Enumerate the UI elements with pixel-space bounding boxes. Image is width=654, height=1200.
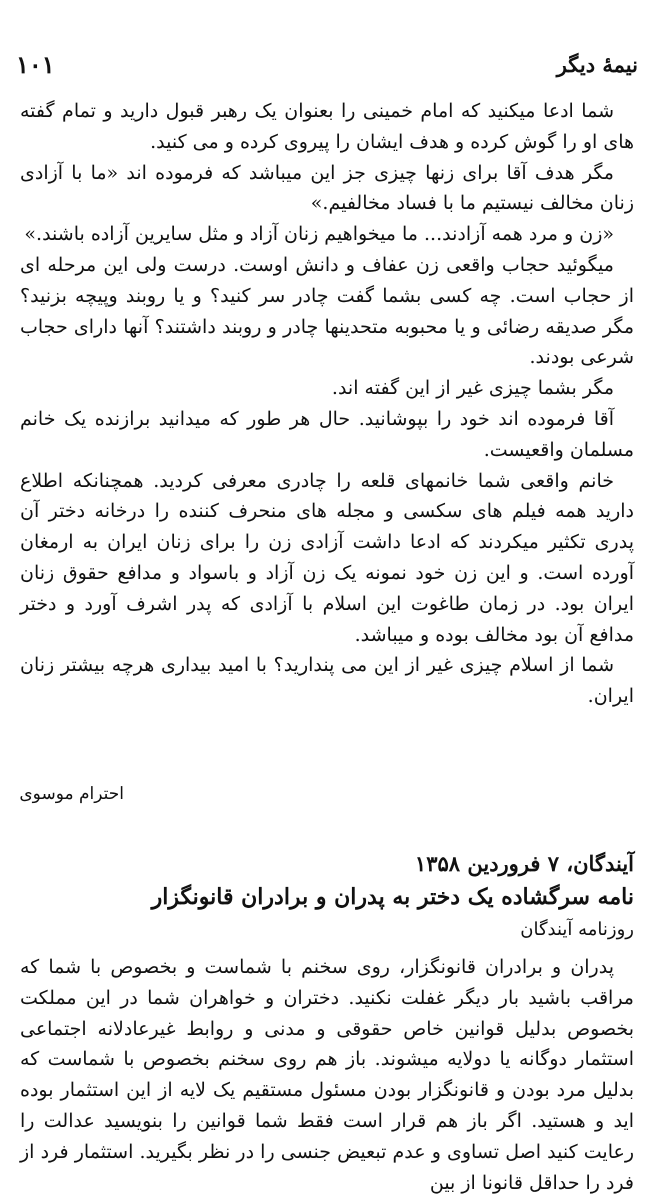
article-subtitle: روزنامه آیندگان — [520, 919, 634, 940]
letter-quote: «زن و مرد همه آزادند... ما میخواهیم زنان آزاد و مثل سایرین آزاده باشند.» — [24, 223, 614, 246]
article-paragraph: پدران و برادران قانونگزار، روی سخنم با شماست و بخصوص با شما که مراقب باشید بار دیگر غفلت نکنید. دختران و خواهران شما در این مملکت بخصوص بدلیل قوانین خاص حقوقی و مدنی و روابط غیرعادلانه اجتماعی استثمار دوگانه یا دولایه میشوند. باز هم روی سخنم بخصوص با شماست که بدلیل مرد بودن و قانونگزار بودن مسئول مستقیم یک لایه از این استثمار بوده اید و هستید. اگر باز هم قرار است فقط شما قوانین را بنویسید عدالت را رعایت کنید اصل تساوی و عدم تبعیض جنسی را در نظر بگیرید. استثمار فرد از فرد را حداقل قانونا از بین — [20, 956, 634, 1194]
letter-paragraph: آقا فرموده اند خود را بپوشانید. حال هر طور که میدانید برازنده یک خانم مسلمان واقعیست. — [20, 407, 634, 461]
letter-paragraph: مگر بشما چیزی غیر از این گفته اند. — [331, 377, 614, 400]
letter-body — [20, 96, 634, 712]
article-body — [20, 952, 634, 1198]
letter-paragraph: خانم واقعی شما خانمهای قلعه را چادری معرفی کردید. همچنانکه اطلاع دارید همه فیلم های سکسی و مجله های منحرف کننده را درخانه دختر آن پدری تکثیر میکردند که ادعا داشت آزادی زن را برای زنان ایران به ارمغان آورده است. و این زن خود نمونه یک زن آزاد و باسواد و مدافع حقوق زنان ایران بود. در زمان طاغوت این اسلام با آزادی که پدر اشرف آورد و دختر مدافع آن بود مخالف بوده و میباشد. — [20, 469, 634, 646]
page-header — [16, 50, 638, 90]
article-title: نامه سرگشاده یک دختر به پدران و برادران قانونگزار — [151, 884, 634, 910]
article-section — [20, 848, 634, 1198]
letter-paragraph: شما از اسلام چیزی غیر از این می پندارید؟ با امید بیداری هرچه بیشتر زنان ایران. — [20, 654, 634, 708]
page-number: ۱۰۱ — [16, 50, 55, 79]
running-title: نیمهٔ دیگر — [556, 52, 638, 77]
letter-paragraph: مگر هدف آقا برای زنها چیزی جز این میباشد که فرموده اند «ما با آزادی زنان مخالف نیستیم ما با فساد مخالفیم.» — [20, 161, 634, 215]
letter-paragraph: میگوئید حجاب واقعی زن عفاف و دانش اوست. درست ولی این مرحله ای از حجاب است. چه کسی بشما گفت چادر سر کنید؟ و یا روبند وپیچه بزنید؟ مگر صدیقه رضائی و یا محبوبه متحدینها چادر و روبند داشتند؟ آنها دارای حجاب شرعی بودند. — [20, 253, 634, 369]
letter-signature: احترام موسوی — [19, 784, 124, 804]
article-source: آیندگان، ۷ فروردین ۱۳۵۸ — [414, 851, 634, 876]
letter-paragraph: شما ادعا میکنید که امام خمینی را بعنوان یک رهبر قبول دارید و تمام گفته های او را گوش کرده و هدف ایشان را پیروی کرده و می کنید. — [20, 100, 634, 153]
